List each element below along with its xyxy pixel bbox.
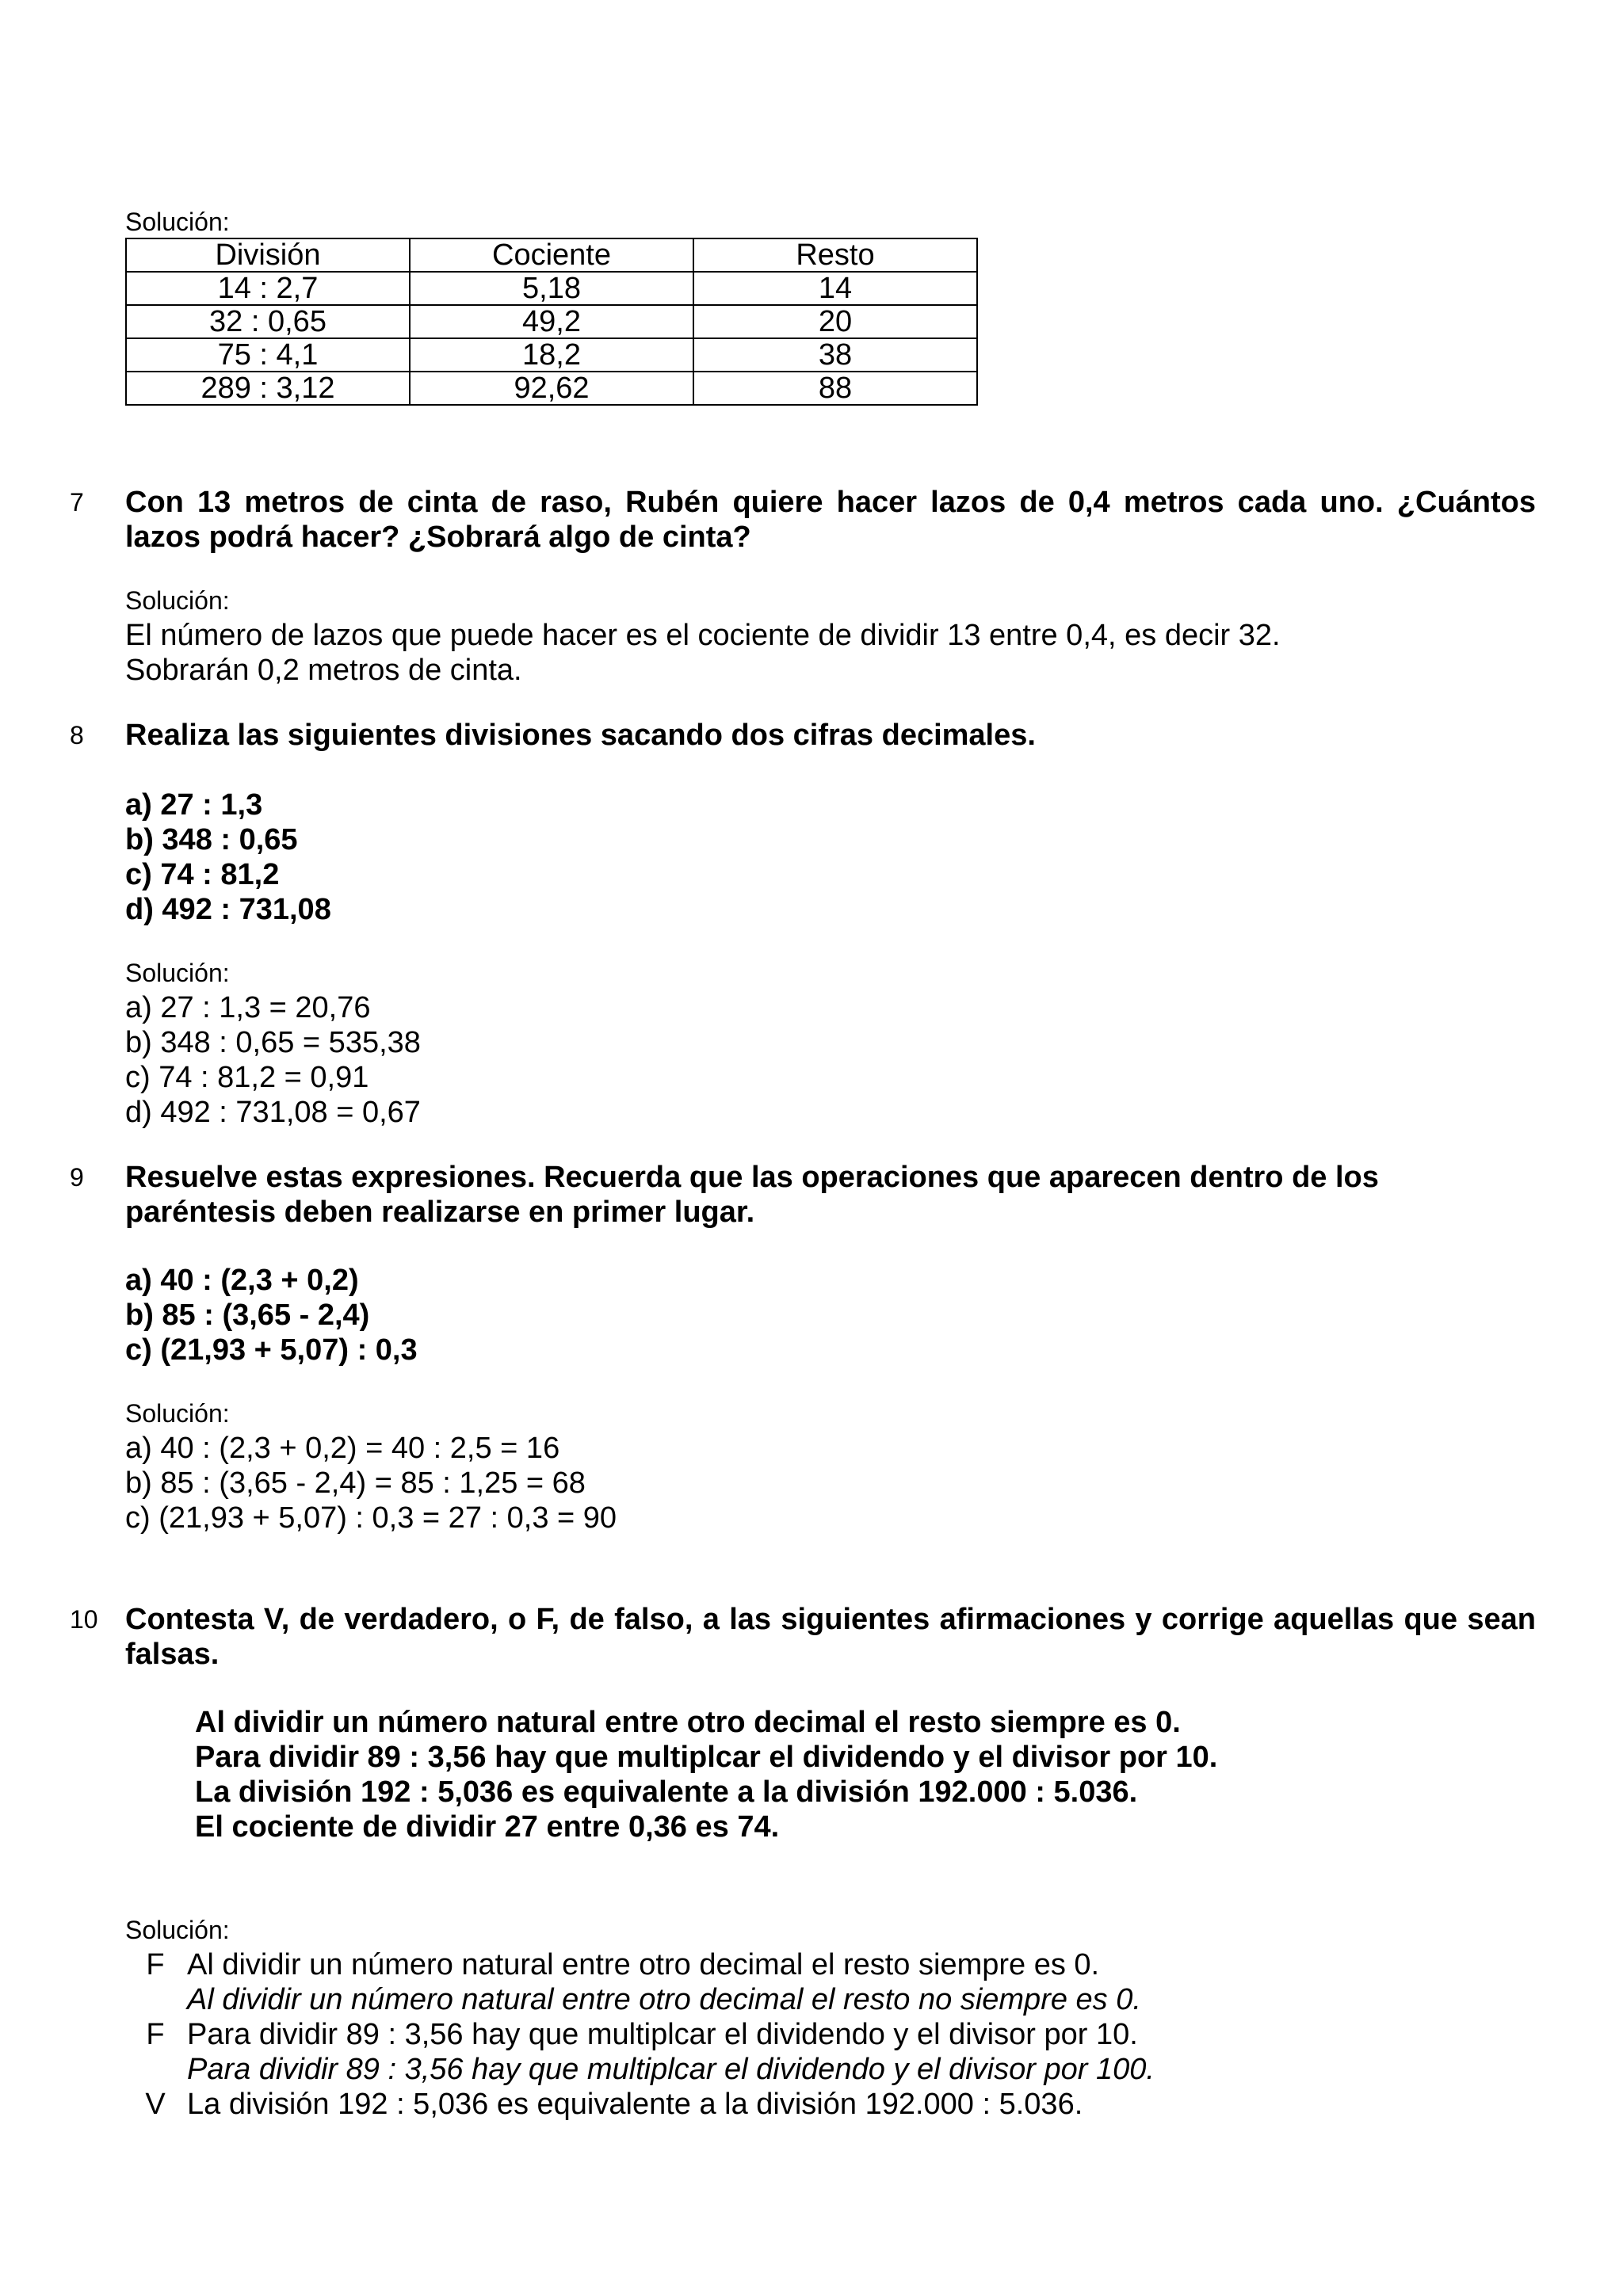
- solution-label: Solución:: [125, 959, 230, 987]
- answer-correction: Al dividir un número natural entre otro decimal el resto no siempre es 0.: [187, 1983, 1141, 2016]
- solution-table: [125, 238, 978, 406]
- statement-item: El cociente de dividir 27 entre 0,36 es 74.: [195, 1810, 780, 1844]
- answer-text: Para dividir 89 : 3,56 hay que multiplcar el dividendo y el divisor por 10.: [187, 2018, 1138, 2051]
- statement-item: La división 192 : 5,036 es equivalente a la división 192.000 : 5.036.: [195, 1775, 1138, 1809]
- solution-line: a) 27 : 1,3 = 20,76: [125, 991, 371, 1024]
- solution-line: c) (21,93 + 5,07) : 0,3 = 27 : 0,3 = 90: [125, 1501, 617, 1535]
- table-cell: 32 : 0,65: [126, 305, 410, 338]
- table-cell: 289 : 3,12: [126, 372, 410, 405]
- answer-mark: V: [145, 2088, 166, 2121]
- table-row: [126, 372, 977, 405]
- table-cell: 88: [693, 372, 977, 405]
- question-item: a) 27 : 1,3: [125, 788, 263, 822]
- solution-line: b) 348 : 0,65 = 535,38: [125, 1026, 421, 1059]
- question-item: b) 85 : (3,65 - 2,4): [125, 1299, 370, 1332]
- table-cell: 92,62: [410, 372, 693, 405]
- question-number: 10: [70, 1605, 98, 1634]
- solution-label: Solución:: [125, 1916, 230, 1944]
- table-row: [126, 338, 977, 372]
- answer-correction: Para dividir 89 : 3,56 hay que multiplcar el dividendo y el divisor por 100.: [187, 2053, 1155, 2086]
- table-header-row: [126, 238, 977, 272]
- statement-item: Al dividir un número natural entre otro decimal el resto siempre es 0.: [195, 1706, 1181, 1739]
- table-cell: 14 : 2,7: [126, 272, 410, 305]
- table-cell: 75 : 4,1: [126, 338, 410, 372]
- question-item: d) 492 : 731,08: [125, 893, 331, 926]
- answer-text: Al dividir un número natural entre otro decimal el resto siempre es 0.: [187, 1948, 1100, 1981]
- question-item: c) (21,93 + 5,07) : 0,3: [125, 1333, 418, 1367]
- question-item: c) 74 : 81,2: [125, 858, 280, 891]
- table-cell: 38: [693, 338, 977, 372]
- question-items: [125, 788, 331, 927]
- statement-item: Para dividir 89 : 3,56 hay que multiplcar el dividendo y el divisor por 10.: [195, 1741, 1218, 1774]
- statement-line: paréntesis deben realizarse en primer lugar.: [125, 1196, 755, 1229]
- table-row: [126, 272, 977, 305]
- question-statement: Con 13 metros de cinta de raso, Rubén quiere hacer lazos de 0,4 metros cada uno. ¿Cuántos lazos podrá hacer? ¿Sobrará algo de cinta?: [125, 486, 1536, 554]
- solution-line: d) 492 : 731,08 = 0,67: [125, 1096, 421, 1129]
- question-items: [125, 1263, 418, 1367]
- question-statement: Contesta V, de verdadero, o F, de falso, a las siguientes afirmaciones y corrige aquellas que sean falsas.: [125, 1603, 1536, 1671]
- question-item: a) 40 : (2,3 + 0,2): [125, 1264, 359, 1297]
- table-cell: 20: [693, 305, 977, 338]
- table-header: División: [126, 238, 410, 272]
- solution-line: El número de lazos que puede hacer es el cociente de dividir 13 entre 0,4, es decir 32.: [125, 619, 1281, 652]
- table-cell: 18,2: [410, 338, 693, 372]
- solution-text: [125, 990, 421, 1130]
- solution-text: [125, 618, 1281, 688]
- table-header: Cociente: [410, 238, 693, 272]
- table-row: [126, 305, 977, 338]
- question-statement: [125, 1160, 1379, 1230]
- table-cell: 5,18: [410, 272, 693, 305]
- table-header: Resto: [693, 238, 977, 272]
- table-cell: 49,2: [410, 305, 693, 338]
- solution-label: Solución:: [125, 208, 230, 236]
- question-number: 9: [70, 1163, 84, 1192]
- solution-line: a) 40 : (2,3 + 0,2) = 40 : 2,5 = 16: [125, 1432, 560, 1465]
- statement-line: Resuelve estas expresiones. Recuerda que las operaciones que aparecen dentro de los: [125, 1161, 1379, 1194]
- statements-list: [195, 1705, 1217, 1844]
- solution-line: c) 74 : 81,2 = 0,91: [125, 1061, 369, 1094]
- solution-text: [125, 1431, 617, 1535]
- table-cell: 14: [693, 272, 977, 305]
- question-item: b) 348 : 0,65: [125, 823, 298, 856]
- answer-text: La división 192 : 5,036 es equivalente a la división 192.000 : 5.036.: [187, 2088, 1083, 2121]
- question-statement: Realiza las siguientes divisiones sacando dos cifras decimales.: [125, 719, 1036, 752]
- answer-mark: F: [146, 2018, 165, 2051]
- question-number: 8: [70, 721, 84, 749]
- solution-line: b) 85 : (3,65 - 2,4) = 85 : 1,25 = 68: [125, 1466, 586, 1500]
- solution-line: Sobrarán 0,2 metros de cinta.: [125, 654, 522, 687]
- question-number: 7: [70, 488, 84, 517]
- solution-label: Solución:: [125, 1399, 230, 1428]
- solution-label: Solución:: [125, 586, 230, 615]
- answer-mark: F: [146, 1948, 165, 1981]
